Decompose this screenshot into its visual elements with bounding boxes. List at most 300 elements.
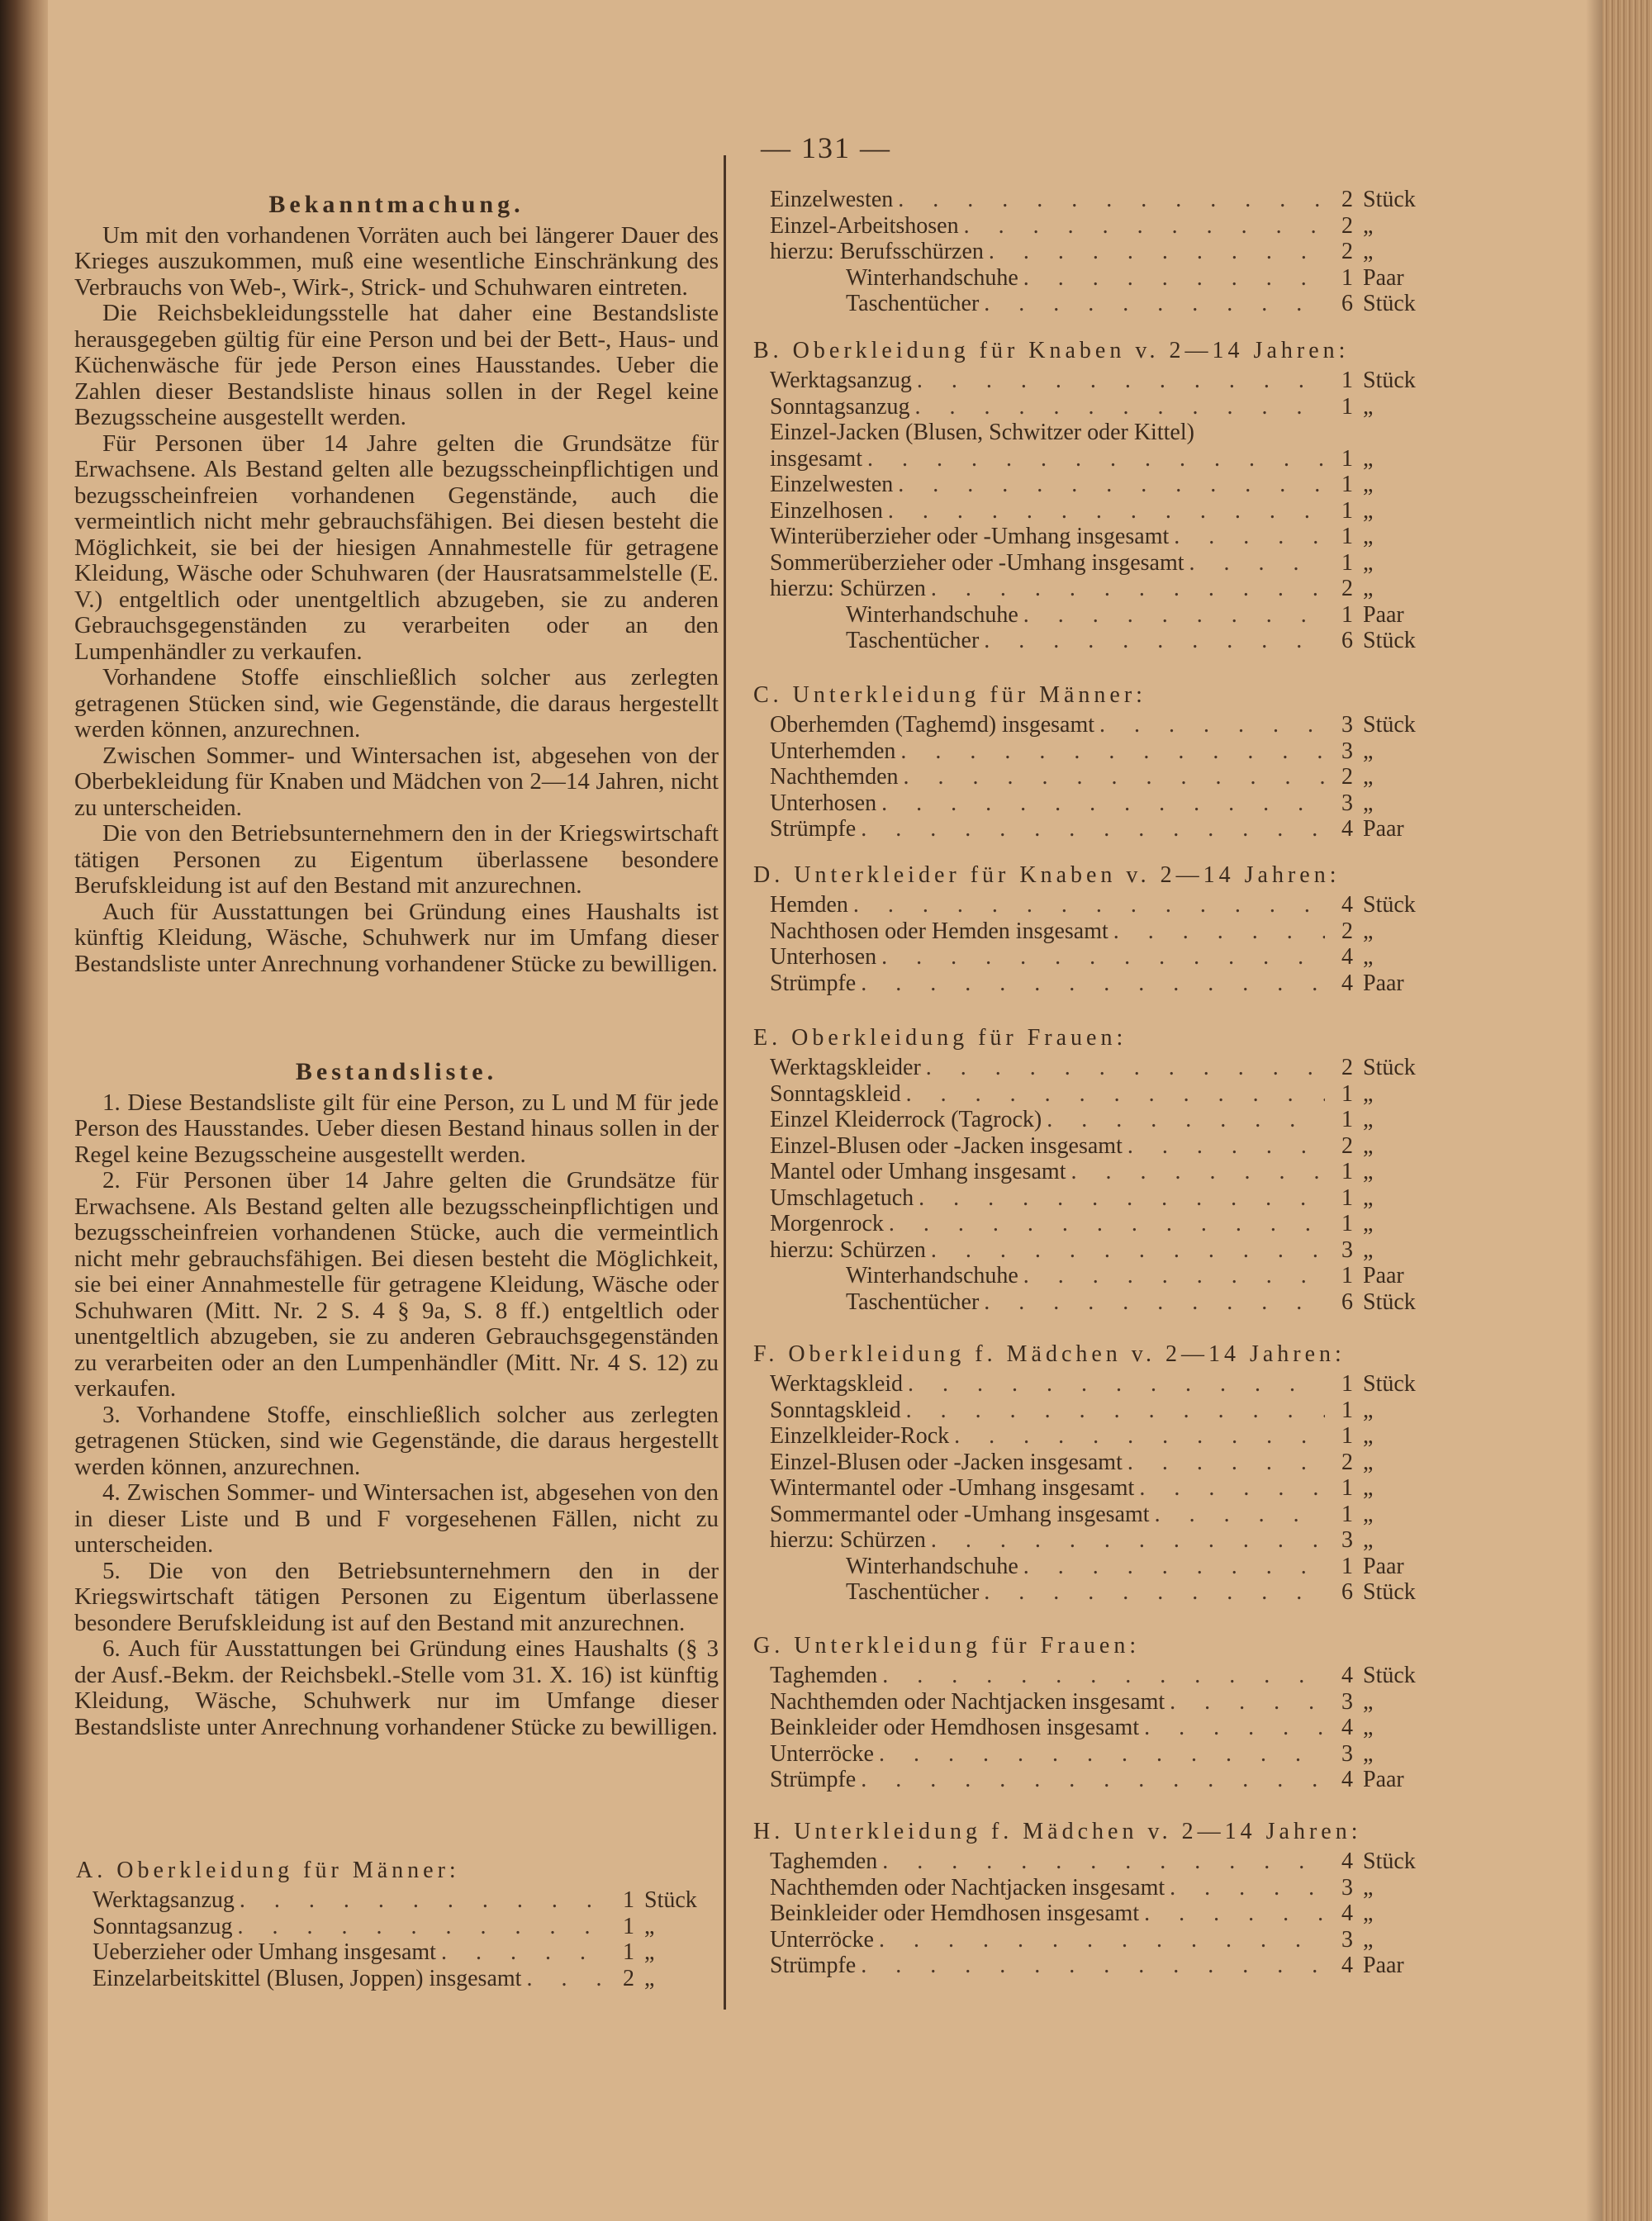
item-label: Strümpfe: [770, 1953, 857, 1978]
item-quantity: 1: [1341, 445, 1353, 472]
item-label: Winterhandschuhe: [846, 1263, 1018, 1288]
list-item: [753, 1953, 1439, 1979]
dot-leader: [441, 1939, 606, 1966]
clothing-section: [753, 859, 1439, 996]
item-unit: Stück: [1363, 368, 1416, 393]
item-unit: Stück: [1363, 1055, 1416, 1080]
item-quantity: 1: [1341, 472, 1353, 497]
dot-leader: [919, 1185, 1325, 1212]
item-unit: „: [1363, 445, 1374, 472]
item-unit: „: [1363, 1926, 1374, 1953]
list-item: [753, 1185, 1439, 1212]
inventory-list-block: [74, 1059, 719, 1740]
dot-leader: [867, 446, 1325, 472]
item-quantity: 2: [1341, 918, 1353, 944]
page-number: — 131 —: [761, 131, 891, 164]
item-quantity: 3: [1341, 1874, 1353, 1901]
item-label: Einzelkleider-Rock: [770, 1423, 950, 1449]
item-unit: „: [644, 1939, 655, 1965]
item-label: Taschentücher: [846, 628, 980, 653]
dot-leader: [931, 1527, 1325, 1554]
list-item: [753, 1450, 1439, 1476]
dot-leader: [882, 1848, 1325, 1875]
list-item: [753, 1527, 1439, 1554]
item-unit: Stück: [1363, 291, 1416, 316]
item-unit: „: [1363, 239, 1374, 264]
dot-leader: [1174, 524, 1325, 550]
list-item: [753, 816, 1439, 842]
list-item: [753, 394, 1439, 420]
item-unit: „: [1363, 393, 1374, 420]
dot-leader: [1070, 1159, 1325, 1185]
item-quantity: 1: [1341, 1371, 1353, 1397]
dot-leader: [1127, 1450, 1325, 1476]
list-item: [753, 712, 1439, 738]
item-label: Oberhemden (Taghemd) insgesamt: [770, 712, 1095, 738]
item-quantity: 1: [623, 1913, 634, 1939]
item-unit: Stück: [1363, 1288, 1416, 1315]
item-label: Unterhosen: [770, 944, 877, 970]
dot-leader: [889, 1211, 1325, 1237]
item-label: Wintermantel oder -Umhang insgesamt: [770, 1475, 1135, 1501]
item-unit: „: [1363, 1184, 1374, 1211]
dot-leader: [898, 187, 1325, 213]
item-quantity: 4: [1341, 816, 1353, 842]
dot-leader: [1144, 1715, 1325, 1741]
item-unit: „: [1363, 1236, 1374, 1263]
item-label: Taschentücher: [846, 291, 980, 316]
dot-leader: [240, 1887, 606, 1914]
paragraph: Vorhandene Stoffe einschließlich solcher aus zerlegten getragenen Stücken sind, wie Gegenstände, die daraus hergestellt werden können, anzurechnen.: [74, 664, 719, 743]
item-quantity: 6: [1341, 1579, 1353, 1605]
list-item: [753, 1371, 1439, 1398]
item-quantity: 3: [1341, 790, 1353, 816]
item-label: hierzu: Schürzen: [770, 1236, 926, 1263]
item-label: Einzelhosen: [770, 497, 883, 524]
item-quantity: 1: [1341, 1107, 1353, 1132]
item-quantity: 1: [1341, 601, 1353, 628]
dot-leader: [1113, 918, 1325, 945]
dot-leader: [1170, 1689, 1325, 1716]
item-quantity: 3: [1341, 1740, 1353, 1767]
item-label: Ueberzieher oder Umhang insgesamt: [93, 1939, 436, 1965]
announcement-body: [74, 223, 719, 978]
section-title: H. Unterkleidung f. Mädchen v. 2—14 Jahren:: [753, 1819, 1362, 1844]
item-unit: „: [1363, 1715, 1374, 1740]
list-item: [753, 971, 1439, 997]
item-label: Taschentücher: [846, 1288, 980, 1315]
list-item: [753, 576, 1439, 602]
clothing-section: [753, 679, 1439, 842]
paragraph: 2. Für Personen über 14 Jahre gelten die Grundsätze für Erwachsene. Als Bestand gelten alle bezugsscheinpflichtigen und bezugsscheinfreien vorhandenen Stücke, auch die vermeintlich nicht mehr gebrauchsfähigen. Bei diesen besteht die Möglichkeit, sie bei einer Annahmestelle für getragene Kleidung, Wäsche oder Schuhwaren (Mitt. Nr. 2 S. 4 § 9a, S. 8 ff.) entgeltlich oder unentgeltlich abzugeben, sie zu anderen Gebrauchsgegenständen zu verarbeiten oder an den Lumpenhändler (Mitt. Nr. 4 S. 12) zu verkaufen.: [74, 1167, 719, 1402]
dot-leader: [1023, 1554, 1325, 1580]
item-label: Unterröcke: [770, 1740, 874, 1767]
list-item: [753, 446, 1439, 472]
section-title: D. Unterkleider für Knaben v. 2—14 Jahren:: [753, 862, 1341, 888]
item-quantity: 2: [1341, 764, 1353, 790]
list-item: [753, 1159, 1439, 1185]
item-unit: Stück: [644, 1887, 697, 1913]
dot-leader: [238, 1914, 606, 1940]
item-unit: „: [1363, 576, 1374, 601]
item-quantity: 1: [1341, 1184, 1353, 1211]
dot-leader: [1023, 1263, 1325, 1289]
item-unit: „: [1363, 1211, 1374, 1236]
dot-leader: [526, 1966, 606, 1992]
item-label: insgesamt: [770, 445, 862, 472]
item-unit: Stück: [1363, 712, 1416, 738]
list-item: [753, 1398, 1439, 1424]
item-quantity: 1: [1341, 1080, 1353, 1107]
item-label: Sonntagsanzug: [770, 393, 910, 420]
item-quantity: 1: [1341, 393, 1353, 420]
dot-leader: [906, 1081, 1325, 1108]
item-unit: Stück: [1363, 1848, 1416, 1874]
item-quantity: 1: [623, 1887, 634, 1913]
dot-leader: [984, 291, 1325, 317]
dot-leader: [984, 1579, 1325, 1606]
item-quantity: 1: [1341, 1475, 1353, 1501]
item-label: Taghemden: [770, 1848, 878, 1874]
dot-leader: [984, 1289, 1325, 1316]
dot-leader: [989, 239, 1325, 265]
item-unit: „: [1363, 764, 1374, 790]
list-item: [753, 1579, 1439, 1606]
paragraph: 1. Diese Bestandsliste gilt für eine Person, zu L und M für jede Person des Hausstandes. Ueber diesen Bestand hinaus sollen in der Regel keine Bezugsscheine ausgestellt werden.: [74, 1089, 719, 1168]
item-unit: Stück: [1363, 1663, 1416, 1688]
dot-leader: [853, 892, 1325, 918]
item-label: Taghemden: [770, 1663, 878, 1688]
dot-leader: [904, 764, 1326, 790]
item-label: Taschentücher: [846, 1579, 980, 1605]
list-item: [753, 1289, 1439, 1316]
page-edge-shadow: [1586, 0, 1602, 2221]
item-label: Beinkleider oder Hemdhosen insgesamt: [770, 1901, 1140, 1926]
item-quantity: 2: [623, 1965, 634, 1991]
item-unit: „: [1363, 918, 1374, 944]
item-label: Strümpfe: [770, 970, 857, 996]
dot-leader: [906, 1398, 1325, 1424]
item-unit: „: [1363, 1107, 1374, 1132]
item-quantity: 6: [1341, 628, 1353, 653]
item-unit: „: [1363, 1688, 1374, 1715]
item-unit: Paar: [1363, 1767, 1404, 1792]
dot-leader: [1023, 602, 1325, 629]
item-unit: Stück: [1363, 1371, 1416, 1397]
dot-leader: [964, 213, 1325, 240]
item-unit: „: [1363, 524, 1374, 549]
item-label: Winterüberzieher oder -Umhang insgesamt: [770, 524, 1170, 549]
section-title: B. Oberkleidung für Knaben v. 2—14 Jahren:: [753, 338, 1350, 363]
item-quantity: 6: [1341, 291, 1353, 316]
item-unit: „: [1363, 497, 1374, 524]
item-label: hierzu: Schürzen: [770, 1527, 926, 1553]
dot-leader: [917, 368, 1325, 394]
paragraph: Um mit den vorhandenen Vorräten auch bei längerer Dauer des Krieges auszukommen, muß eine wesentliche Einschränkung des Verbrauchs von Web-, Wirk-, Strick- und Schuhwaren eintreten.: [74, 221, 719, 301]
item-unit: Paar: [1363, 1553, 1404, 1579]
item-quantity: 4: [1341, 892, 1353, 918]
dot-leader: [954, 1423, 1325, 1450]
item-quantity: 1: [1341, 1397, 1353, 1423]
section-title: F. Oberkleidung f. Mädchen v. 2—14 Jahren:: [753, 1341, 1346, 1367]
dot-leader: [861, 816, 1325, 842]
list-item: [753, 1741, 1439, 1768]
item-unit: Paar: [1363, 816, 1404, 842]
item-label: Einzel-Arbeitshosen: [770, 212, 959, 239]
item-unit: „: [1363, 1080, 1374, 1107]
list-item: [753, 213, 1439, 240]
item-label: Mantel oder Umhang insgesamt: [770, 1159, 1066, 1184]
list-item: [753, 1715, 1439, 1741]
item-label: Sonntagskleid: [770, 1080, 901, 1107]
item-label: Sommerüberzieher oder -Umhang insgesamt: [770, 549, 1184, 576]
announcement-block: [74, 192, 719, 977]
item-quantity: 4: [1341, 1767, 1353, 1792]
list-item: [76, 1887, 720, 1914]
dot-leader: [1189, 550, 1325, 577]
item-unit: „: [1363, 1740, 1374, 1767]
item-quantity: 2: [1341, 239, 1353, 264]
item-label: Sonntagskleid: [770, 1397, 901, 1423]
item-label: Morgenrock: [770, 1211, 884, 1236]
item-unit: „: [1363, 738, 1374, 764]
list-item: [76, 1966, 720, 1992]
list-item: [753, 1848, 1439, 1875]
list-item: [753, 550, 1439, 577]
item-quantity: 1: [1341, 1501, 1353, 1527]
item-quantity: 6: [1341, 1288, 1353, 1315]
item-quantity: 3: [1341, 1527, 1353, 1553]
item-unit: Stück: [1363, 1579, 1416, 1605]
item-unit: „: [644, 1913, 655, 1939]
item-unit: „: [1363, 1159, 1374, 1184]
item-label: Beinkleider oder Hemdhosen insgesamt: [770, 1715, 1140, 1740]
paragraph: Zwischen Sommer- und Wintersachen ist, abgesehen von der Oberbekleidung für Knaben und Mädchen von 2—14 Jahren, nicht zu unterscheiden.: [74, 742, 719, 821]
list-item: [753, 1263, 1439, 1289]
item-unit: Paar: [1363, 264, 1404, 291]
item-quantity: 3: [1341, 1926, 1353, 1953]
inventory-rules: [74, 1090, 719, 1741]
list-item: [753, 498, 1439, 524]
item-quantity: 3: [1341, 738, 1353, 764]
item-label: Werktagskleid: [770, 1371, 904, 1397]
item-quantity: 1: [1341, 524, 1353, 549]
clothing-section: [753, 335, 1439, 654]
item-quantity: 2: [1341, 187, 1353, 212]
list-item: [753, 1081, 1439, 1108]
list-item: [753, 1237, 1439, 1264]
item-label: Nachthemden: [770, 764, 899, 790]
dot-leader: [861, 1767, 1325, 1793]
paragraph: Auch für Ausstattungen bei Gründung eines Haushalts ist künftig Kleidung, Wäsche, Schuhwerk nur im Umfang dieser Bestandsliste unter Anrechnung vorhandener Stücke zu bewilligen.: [74, 898, 719, 977]
item-label: Werktagsanzug: [770, 368, 912, 393]
item-unit: „: [1363, 1449, 1374, 1475]
item-unit: Stück: [1363, 628, 1416, 653]
item-quantity: 4: [1341, 944, 1353, 970]
item-label: hierzu: Schürzen: [770, 576, 926, 601]
dot-leader: [1139, 1475, 1325, 1502]
dot-leader: [931, 576, 1325, 602]
page-stack-edge: [1602, 0, 1652, 2221]
dot-leader: [881, 790, 1325, 817]
item-quantity: 3: [1341, 1236, 1353, 1263]
item-quantity: 2: [1341, 212, 1353, 239]
item-label: Einzel-Blusen oder -Jacken insgesamt: [770, 1132, 1123, 1159]
list-item: [753, 1423, 1439, 1450]
item-unit: Paar: [1363, 1263, 1404, 1288]
item-quantity: 1: [1341, 1159, 1353, 1184]
item-label: Einzel-Jacken (Blusen, Schwitzer oder Kittel): [770, 420, 1194, 445]
item-label: Winterhandschuhe: [846, 264, 1018, 291]
dot-leader: [1170, 1875, 1325, 1901]
item-label: Winterhandschuhe: [846, 601, 1018, 628]
list-item: [753, 628, 1439, 654]
list-item: [753, 1927, 1439, 1953]
list-item: [753, 1875, 1439, 1901]
list-item: [753, 918, 1439, 945]
item-unit: Stück: [1363, 187, 1416, 212]
item-quantity: 1: [1341, 1263, 1353, 1288]
item-quantity: 1: [1341, 549, 1353, 576]
list-item: [753, 1502, 1439, 1528]
item-quantity: 2: [1341, 576, 1353, 601]
item-label: Winterhandschuhe: [846, 1553, 1018, 1579]
clothing-section: [753, 187, 1439, 317]
item-quantity: 4: [1341, 1848, 1353, 1874]
dot-leader: [984, 628, 1325, 654]
list-item: [753, 944, 1439, 971]
dot-leader: [931, 1237, 1325, 1264]
paragraph: 3. Vorhandene Stoffe, einschließlich solcher aus zerlegten getragenen Stücken, sind wie Gegenstände, die daraus hergestellt werden können, anzurechnen.: [74, 1401, 719, 1480]
list-item: [753, 291, 1439, 317]
dot-leader: [1155, 1502, 1325, 1528]
list-item: [753, 1554, 1439, 1580]
item-unit: „: [1363, 1901, 1374, 1926]
item-label: Einzelwesten: [770, 472, 894, 497]
clothing-section: [753, 1815, 1439, 1979]
item-quantity: 3: [1341, 1688, 1353, 1715]
list-item: [753, 472, 1439, 498]
item-quantity: 3: [1341, 712, 1353, 738]
list-item: [753, 1055, 1439, 1081]
item-label: Sommermantel oder -Umhang insgesamt: [770, 1501, 1150, 1527]
item-label: Sonntagsanzug: [93, 1913, 233, 1939]
item-quantity: 2: [1341, 1132, 1353, 1159]
list-item: [753, 1689, 1439, 1716]
list-item: [753, 1475, 1439, 1502]
item-label: Nachthosen oder Hemden insgesamt: [770, 918, 1108, 944]
item-quantity: 4: [1341, 1715, 1353, 1740]
dot-leader: [908, 1371, 1325, 1398]
item-quantity: 1: [1341, 1423, 1353, 1449]
column-divider: [724, 155, 726, 2010]
clothing-section: [753, 1630, 1439, 1793]
item-quantity: 2: [1341, 1449, 1353, 1475]
list-item: [753, 1901, 1439, 1927]
item-quantity: 2: [1341, 1055, 1353, 1080]
clothing-section: [753, 1022, 1439, 1315]
list-item: [76, 1939, 720, 1966]
dot-leader: [879, 1927, 1325, 1953]
dot-leader: [926, 1055, 1325, 1081]
list-item: [753, 1767, 1439, 1793]
dot-leader: [1099, 712, 1325, 738]
paragraph: 6. Auch für Ausstattungen bei Gründung eines Haushalts (§ 3 der Ausf.-Bekm. der Reichsbekl.-Stelle vom 31. X. 16) ist künftig Kleidung, Wäsche, Schuhwerk nur im Umfange dieser Bestandsliste unter Anrechnung vorhandener Stücke zu bewilligen.: [74, 1635, 719, 1740]
dot-leader: [881, 944, 1325, 971]
item-label: Hemden: [770, 892, 848, 918]
paragraph: Für Personen über 14 Jahre gelten die Grundsätze für Erwachsene. Als Bestand gelten alle bezugsscheinpflichtigen und bezugsscheinfreien vorhandenen Gegenstände, auch die vermeintlich nicht mehr gebrauchsfähigen. Bei diesen besteht die Möglichkeit, sie bei der hiesigen Annahmestelle für getragene Kleidung, Wäsche oder Schuhwaren (der Hausratsammelstelle (E. V.) entgeltlich oder unentgeltlich abzugeben, sie zu anderen Gebrauchsgegenständen zu verarbeiten oder an den Lumpenhändler zu verkaufen.: [74, 429, 719, 665]
list-item: [753, 239, 1439, 265]
item-unit: „: [1363, 944, 1374, 970]
list-item: [753, 1211, 1439, 1237]
list-item: [753, 764, 1439, 790]
announcement-title: Bekanntmachung.: [268, 191, 525, 218]
item-label: Nachthemden oder Nachtjacken insgesamt: [770, 1688, 1165, 1715]
list-item: [753, 790, 1439, 817]
section-a: [76, 1854, 720, 1991]
item-quantity: 1: [1341, 1553, 1353, 1579]
item-label: Strümpfe: [770, 1767, 857, 1792]
item-unit: „: [1363, 472, 1374, 497]
item-label: Einzel Kleiderrock (Tagrock): [770, 1107, 1042, 1132]
item-label: Unterhosen: [770, 790, 877, 816]
item-label: Werktagskleider: [770, 1055, 921, 1080]
item-unit: Paar: [1363, 970, 1404, 996]
dot-leader: [1127, 1133, 1325, 1160]
item-unit: „: [644, 1965, 655, 1991]
item-quantity: 1: [1341, 264, 1353, 291]
item-quantity: 1: [1341, 368, 1353, 393]
list-item: [753, 602, 1439, 629]
item-unit: „: [1363, 1501, 1374, 1527]
dot-leader: [1023, 265, 1325, 292]
list-item: [76, 1914, 720, 1940]
inventory-list-title: Bestandsliste.: [295, 1058, 498, 1085]
dot-leader: [1144, 1901, 1325, 1927]
list-item: [753, 368, 1439, 394]
paragraph: 5. Die von den Betriebsunternehmern den in der Kriegswirtschaft tätigen Personen zu Eigentum überlassene besondere Berufskleidung ist auf den Bestand mit anzurechnen.: [74, 1557, 719, 1636]
item-quantity: 1: [623, 1939, 634, 1965]
paragraph: Die von den Betriebsunternehmern den in der Kriegswirtschaft tätigen Personen zu Eigentum überlassene besondere Berufskleidung ist auf den Bestand mit anzurechnen.: [74, 820, 719, 899]
item-label: Strümpfe: [770, 816, 857, 842]
item-unit: „: [1363, 1132, 1374, 1159]
item-unit: „: [1363, 1527, 1374, 1553]
paragraph: 4. Zwischen Sommer- und Wintersachen ist, abgesehen von den in dieser Liste und B und F vorgesehenen Fällen, nicht zu unterscheiden.: [74, 1479, 719, 1558]
dot-leader: [915, 394, 1325, 420]
item-unit: „: [1363, 1423, 1374, 1449]
dot-leader: [888, 498, 1325, 524]
dot-leader: [882, 1663, 1325, 1689]
item-unit: „: [1363, 790, 1374, 816]
item-label: Unterhemden: [770, 738, 896, 764]
section-title: E. Oberkleidung für Frauen:: [753, 1025, 1127, 1051]
list-item: [753, 1663, 1439, 1689]
item-label: Einzelarbeitskittel (Blusen, Joppen) insgesamt: [93, 1965, 522, 1991]
dot-leader: [898, 472, 1325, 498]
item-label: Werktagsanzug: [93, 1887, 235, 1913]
item-unit: „: [1363, 1874, 1374, 1901]
section-title: C. Unterkleidung für Männer:: [753, 682, 1146, 708]
item-quantity: 4: [1341, 1953, 1353, 1978]
item-unit: Stück: [1363, 892, 1416, 918]
list-item: [753, 738, 1439, 765]
list-item: [753, 1107, 1439, 1133]
book-binding: [0, 0, 48, 2221]
item-quantity: 1: [1341, 1211, 1353, 1236]
item-unit: „: [1363, 1397, 1374, 1423]
item-label: Einzelwesten: [770, 187, 894, 212]
paragraph: Die Reichsbekleidungsstelle hat daher eine Bestandsliste herausgegeben gültig für eine Person und bei der Bett-, Haus- und Küchenwäsche für jede Person eines Hausstandes. Ueber die Zahlen dieser Bestandsliste hinaus sollen in der Regel keine Bezugsscheine ausgestellt werden.: [74, 300, 719, 430]
